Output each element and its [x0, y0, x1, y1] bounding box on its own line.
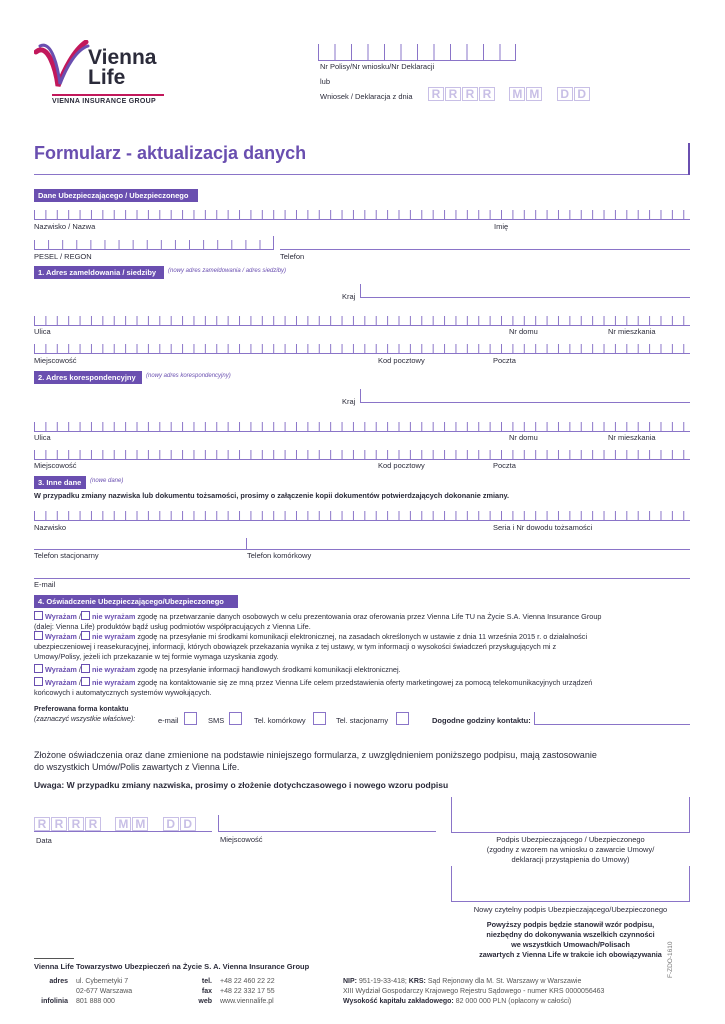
consent-2: Wyrażam / nie wyrażam zgodę na przesyłanie mi środkami komunikacji elektronicznej, na zasadach określonych w ustawie z dnia 11 września 2015 r. o działalności ubezpieczeniowej i reasekuracyjnej, informacji, których obowiązek przekazania wynika z tej ustawy, w tym informacji o wysokości świadczeń przysługujących mi z Umowy/Polisy, jeżeli ich przekazanie w tej formie wymaga uzyskania zgody. [34, 632, 588, 661]
footer-fax: +48 22 332 17 55 [220, 988, 275, 995]
date-month-digit: M [132, 817, 148, 831]
date-day-digit: D [163, 817, 179, 831]
date-year-digit: R [462, 87, 478, 101]
contact-hours-field[interactable] [534, 712, 690, 725]
footer-web-label: web [198, 998, 212, 1005]
new-surname-field[interactable] [34, 507, 690, 521]
footer-fax-label: fax [201, 988, 212, 995]
logo-name [88, 48, 156, 88]
footer-address-1: ul. Cybernetyki 7 [76, 978, 129, 985]
date-month-digit: M [509, 87, 525, 101]
date-year-digit: R [51, 817, 67, 831]
date-year-digit: R [34, 817, 50, 831]
contact-email-label: e-mail [158, 716, 179, 725]
contact-sub: (zaznaczyć wszystkie właściwe): [34, 716, 136, 723]
disagree-label: nie wyrażam [91, 632, 136, 641]
footer-registry [343, 977, 604, 1007]
footer-divider [34, 958, 74, 959]
page-title: Formularz - aktualizacja danych [34, 143, 307, 163]
corr-city-label: Miejscowość [34, 461, 77, 470]
street-label: Ulica [34, 327, 51, 336]
corr-street-field[interactable] [34, 418, 690, 432]
footer-tel: +48 22 460 22 22 [220, 978, 275, 985]
footer-capital: 82 000 000 PLN (opłacony w całości) [455, 998, 572, 1005]
consent-4-disagree-checkbox[interactable] [81, 677, 90, 686]
date-year-digit: R [428, 87, 444, 101]
signature-field[interactable] [451, 797, 690, 833]
date-year-digit: R [68, 817, 84, 831]
consent-2-text: zgodę na przesyłanie mi środkami komunikacji elektronicznej, na zasadach określonych w ustawie z dnia 11 września 2015 r. o działalności [137, 632, 588, 641]
logo-underline [52, 94, 164, 96]
section-declaration-bar: 4. Oświadczenie Ubezpieczającego/Ubezpieczonego [34, 595, 238, 608]
signature-caption-3: deklaracji przystąpienia do Umowy) [511, 855, 630, 864]
new-surname-label: Nazwisko [34, 523, 67, 532]
street-field[interactable] [34, 312, 690, 326]
footer-contact [190, 977, 275, 1007]
footer-address [34, 977, 132, 1007]
disagree-label: nie wyrażam [91, 665, 136, 674]
postal-code-label: Kod pocztowy [378, 356, 425, 365]
form-code: F-ZDO-1610 [667, 941, 674, 978]
logo-line1: Vienna [88, 46, 157, 69]
statement-line-1: Złożone oświadczenia oraz dane zmienione na podstawie niniejszego formularza, z uwzględnieniem poniższego podpisu, mają zastosowanie [34, 750, 597, 760]
consent-1-disagree-checkbox[interactable] [81, 611, 90, 620]
consent-3-text: zgodę na przesyłanie informacji handlowych środkami komunikacji elektronicznej. [137, 665, 401, 674]
id-number-label: Seria i Nr dowodu tożsamości [493, 523, 593, 532]
contact-mobile-label: Tel. komórkowy [254, 716, 306, 725]
consent-1-agree-checkbox[interactable] [34, 611, 43, 620]
house-number-label: Nr domu [509, 327, 538, 336]
pesel-field[interactable] [34, 236, 274, 250]
or-label: lub [320, 77, 331, 86]
title-side-bar [688, 143, 690, 175]
consent-3: Wyrażam / nie wyrażam zgodę na przesyłanie informacji handlowych środkami komunikacji elektronicznej. [34, 664, 690, 675]
phone-label: Telefon [280, 252, 305, 261]
statement-note: Uwaga: W przypadku zmiany nazwiska, prosimy o złożenie dotychczasowego i nowego wzoru podpisu [34, 780, 449, 790]
contact-landline-label: Tel. stacjonarny [336, 716, 389, 725]
new-signature-field[interactable] [451, 866, 690, 902]
phone-field[interactable] [280, 236, 690, 250]
contact-hours-label: Dogodne godziny kontaktu: [432, 716, 531, 725]
footer-krs: Sąd Rejonowy dla M. St. Warszawy w Warszawie [427, 978, 582, 985]
first-name-label: Imię [494, 222, 509, 231]
contact-sms-label: SMS [208, 716, 225, 725]
contact-mobile-checkbox[interactable] [313, 712, 326, 725]
email-field[interactable] [34, 565, 690, 579]
corr-street-label: Ulica [34, 433, 51, 442]
landline-divider [246, 538, 247, 550]
consent-2-disagree-checkbox[interactable] [81, 631, 90, 640]
corr-flat-number-label: Nr mieszkania [608, 433, 656, 442]
consent-2-agree-checkbox[interactable] [34, 631, 43, 640]
policy-number-field[interactable] [318, 44, 516, 61]
consent-3-disagree-checkbox[interactable] [81, 664, 90, 673]
signature-note-1: Powyższy podpis będzie stanowił wzór podpisu, [486, 920, 655, 929]
footer-web[interactable]: www.viennalife.pl [220, 998, 274, 1005]
corr-country-label: Kraj [342, 397, 356, 406]
footer-company: Vienna Life Towarzystwo Ubezpieczeń na Życie S. A. Vienna Insurance Group [34, 962, 310, 971]
section-correspondence-note: (nowy adres korespondencyjny) [146, 373, 231, 379]
date-year-digit: R [85, 817, 101, 831]
contact-email-checkbox[interactable] [184, 712, 197, 725]
disagree-label: nie wyrażam [91, 678, 136, 687]
signature-note [451, 920, 690, 960]
consent-1-text: zgodę na przetwarzanie danych osobowych w celu prezentowania oraz oferowania przez Vienna Life TU na Życie S.A. Vienna Insurance Group [137, 612, 602, 621]
landline-label: Telefon stacjonarny [34, 551, 99, 560]
footer-nip: 951-19-33-418; [358, 978, 407, 985]
request-date-label: Wniosek / Deklaracja z dnia [320, 92, 413, 101]
city-label: Miejscowość [34, 356, 77, 365]
statement-text [34, 749, 597, 773]
post-office-label: Poczta [493, 356, 516, 365]
surname-label: Nazwisko / Nazwa [34, 222, 96, 231]
section-address-bar: 1. Adres zameldowania / siedziby [34, 266, 164, 279]
email-label: E-mail [34, 580, 56, 589]
footer-nip-label: NIP: [343, 978, 357, 985]
flat-number-label: Nr mieszkania [608, 327, 656, 336]
date-day-digit: D [574, 87, 590, 101]
signature-note-2: niezbędny do dokonywania wszelkich czynności [486, 930, 655, 939]
corr-house-number-label: Nr domu [509, 433, 538, 442]
footer-address-2: 02-677 Warszawa [76, 988, 133, 995]
section-policyholder-bar: Dane Ubezpieczającego / Ubezpieczonego [34, 189, 198, 202]
consent-1: Wyrażam / nie wyrażam zgodę na przetwarzanie danych osobowych w celu prezentowania oraz oferowania przez Vienna Life TU na Życie S.A. Vienna Insurance Group (dalej: Vienna Life) produktów bądź usług podmiotów współpracujących z Vienna Life. [34, 612, 602, 631]
footer-tel-label: tel. [201, 978, 212, 985]
section-other-note: (nowe dane) [90, 478, 124, 484]
consent-2-text-3: Umowy/Polisy, jeżeli ich przekazanie w tej formie wymaga uzyskania zgody. [34, 652, 279, 661]
city-field[interactable] [34, 340, 690, 354]
country-label: Kraj [342, 292, 356, 301]
contact-sms-checkbox[interactable] [229, 712, 242, 725]
consent-4-agree-checkbox[interactable] [34, 677, 43, 686]
sign-date-label: Data [36, 836, 52, 845]
date-year-digit: R [445, 87, 461, 101]
footer-krs-2: XIII Wydział Gospodarczy Krajowego Rejestru Sądowego - numer KRS 0000056463 [343, 988, 605, 995]
section-correspondence-bar: 2. Adres korespondencyjny [34, 371, 142, 384]
sign-date-line [34, 818, 212, 832]
vienna-life-logo-mark [34, 40, 90, 92]
agree-label: Wyrażam [45, 612, 77, 621]
logo-line2: Life [88, 66, 126, 89]
request-date-field[interactable] [428, 87, 591, 101]
mobile-label: Telefon komórkowy [247, 551, 312, 560]
consent-4: Wyrażam / nie wyrażam zgodę na kontaktowanie się ze mną przez Vienna Life celem przedstawienia oferty marketingowej za pomocą telekomunikacyjnych urządzeń końcowych i automatycznych systemów wywołujących. [34, 678, 593, 697]
new-signature-caption: Nowy czytelny podpis Ubezpieczającego/Ubezpieczonego [473, 905, 668, 914]
consent-3-agree-checkbox[interactable] [34, 664, 43, 673]
footer-address-label: adres [49, 978, 68, 985]
section-address-note: (nowy adres zameldowania / adres siedziby) [168, 268, 287, 274]
policy-number-label: Nr Polisy/Nr wniosku/Nr Deklaracji [320, 62, 435, 71]
agree-label: Wyrażam [45, 678, 77, 687]
corr-postal-code-label: Kod pocztowy [378, 461, 425, 470]
agree-label: Wyrażam [45, 665, 77, 674]
country-field[interactable] [360, 284, 690, 298]
consent-1-text-2: (dalej: Vienna Life) produktów bądź usług podmiotów współpracujących z Vienna Life. [34, 622, 311, 631]
consent-4-text-2: końcowych i automatycznych systemów wywołujących. [34, 688, 212, 697]
landline-field[interactable] [34, 536, 690, 550]
footer-krs-label: KRS: [408, 978, 426, 985]
signature-caption-2: (zgodny z wzorem na wniosku o zawarcie Umowy/ [486, 845, 655, 854]
date-month-digit: M [115, 817, 131, 831]
statement-line-2: do wszystkich Umów/Polis zawartych z Vienna Life. [34, 762, 240, 772]
other-info-text: W przypadku zmiany nazwiska lub dokumentu tożsamości, prosimy o załączenie kopii dokumentów potwierdzających dokonanie zmiany. [34, 491, 510, 500]
corr-city-field[interactable] [34, 446, 690, 460]
date-month-digit: M [526, 87, 542, 101]
corr-post-office-label: Poczta [493, 461, 516, 470]
date-day-digit: D [180, 817, 196, 831]
sign-city-field[interactable] [218, 815, 436, 832]
consent-2-text-2: ubezpieczeniowej i reasekuracyjnej, informacji, których obowiązek przekazania wynika z tej ustawy, w tym informacji o wysokości świadczeń przysługujących mi z [34, 642, 557, 651]
corr-country-field[interactable] [360, 389, 690, 403]
logo-group: VIENNA INSURANCE GROUP [52, 98, 156, 105]
contact-landline-checkbox[interactable] [396, 712, 409, 725]
title-underline [34, 174, 690, 175]
disagree-label: nie wyrażam [91, 612, 136, 621]
footer-hotline-label: infolinia [41, 998, 68, 1005]
footer-hotline: 801 888 000 [76, 998, 115, 1005]
date-year-digit: R [479, 87, 495, 101]
consent-4-text: zgodę na kontaktowanie się ze mną przez Vienna Life celem przedstawienia oferty marketingowej za pomocą telekomunikacyjnych urządzeń [137, 678, 593, 687]
agree-label: Wyrażam [45, 632, 77, 641]
contact-title: Preferowana forma kontaktu [34, 706, 129, 713]
footer-capital-label: Wysokość kapitału zakładowego: [343, 998, 454, 1005]
surname-field[interactable] [34, 206, 690, 220]
signature-caption-1: Podpis Ubezpieczającego / Ubezpieczonego [496, 835, 645, 844]
section-other-bar: 3. Inne dane [34, 476, 86, 489]
pesel-label: PESEL / REGON [34, 252, 92, 261]
signature-note-4: zawartych z Vienna Life w trakcie ich obowiązywania [479, 950, 662, 959]
date-day-digit: D [557, 87, 573, 101]
signature-note-3: we wszystkich Umowach/Polisach [511, 940, 630, 949]
signature-caption [451, 835, 690, 865]
sign-city-label: Miejscowość [220, 835, 263, 844]
